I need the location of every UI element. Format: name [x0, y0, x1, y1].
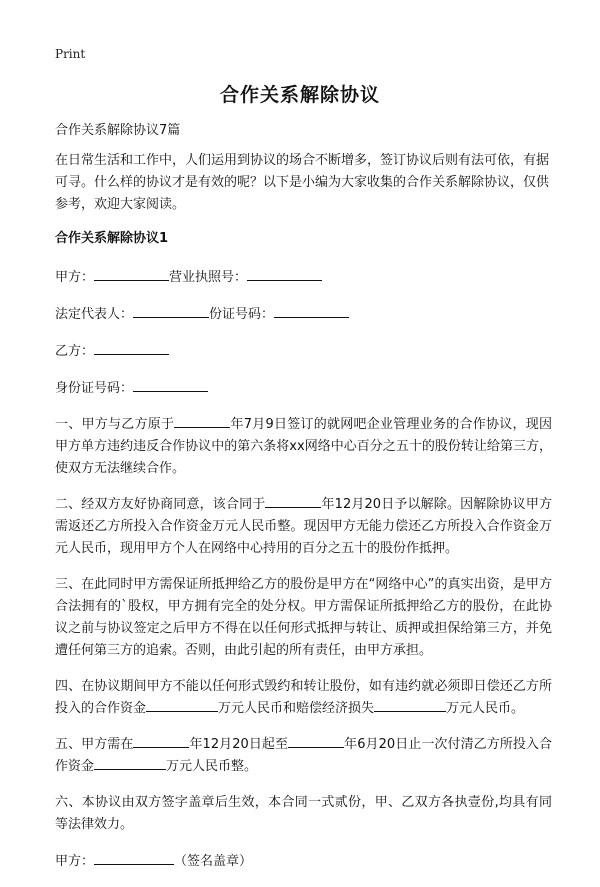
section-heading: 合作关系解除协议1: [55, 231, 169, 246]
party-b-blank: [94, 340, 169, 355]
clause-1-text-a: 一、甲方与乙方原于: [55, 417, 175, 432]
signature-line: [55, 850, 552, 873]
party-a-label: 甲方：: [55, 270, 95, 285]
clause-4: [55, 676, 552, 720]
clause-4-text-b: 万元人民币和赔偿经济损失: [218, 701, 375, 716]
clause-2-text-a: 二、经双方友好协商同意，该合同于: [55, 497, 266, 512]
clause-2-text-b: 年12月20日予以解除。因解除协议甲方需返还乙方所投入合作资金万元人民币整。现因甲方无能力偿还乙方所投入合作资金万元人民币，现用甲方个人在网络中心持用的百分之五十的股份作抵押。: [55, 497, 552, 556]
clause-4-capital-blank: [146, 699, 218, 712]
document-title: 合作关系解除协议: [219, 84, 380, 106]
id-blank: [274, 303, 349, 318]
document-subtitle: 合作关系解除协议7篇: [55, 123, 181, 138]
clause-4-text-a: 四、在协议期间甲方不能以任何形式毁约和转让股份，如有违约就必须即日偿还乙方所投入的合作资金: [55, 679, 552, 716]
clause-5-text-c: 年6月20日止一次付清乙方所投入合作资金: [55, 737, 552, 774]
clause-5-start-year-blank: [133, 735, 189, 748]
clause-1-text-b: 年7月9日签订的就网吧企业管理业务的合作协议，现因甲方单方违约违反合作协议中的第六条将xx网络中心百分之五十的股份转让给第三方，使双方无法继续合作。: [55, 417, 552, 476]
signature-label: 甲方：: [55, 854, 95, 869]
clause-5-amount-blank: [94, 757, 166, 770]
intro-paragraph: 在日常生活和工作中，人们运用到协议的场合不断增多，签订协议后则有法可依，有据可寻。什么样的协议才是有效的呢？以下是小编为大家收集的合作关系解除协议，仅供参考，欢迎大家阅读。: [55, 153, 550, 212]
legal-rep-line: [55, 303, 552, 326]
clause-1: [55, 414, 552, 480]
party-b-line: [55, 340, 552, 363]
signature-note: （签名盖章）: [174, 854, 253, 869]
legal-rep-label: 法定代表人：: [55, 307, 134, 322]
clause-4-text-c: 万元人民币。: [446, 701, 525, 716]
license-label: 营业执照号：: [169, 270, 248, 285]
document-body: [55, 120, 552, 887]
clause-5-text-a: 五、甲方需在: [55, 737, 134, 752]
clause-5-text-d: 万元人民币整。: [166, 759, 258, 774]
signature-blank: [94, 850, 174, 865]
legal-rep-blank: [133, 303, 209, 318]
clause-2-year-blank: [265, 495, 321, 508]
clause-5-text-b: 年12月20日起至: [189, 737, 289, 752]
license-blank: [247, 266, 322, 281]
party-b-label: 乙方：: [55, 344, 95, 359]
clause-5-end-year-blank: [288, 735, 344, 748]
clause-3: 三、在此同时甲方需保证所抵押给乙方的股份是甲方在“网络中心”的真实出资，是甲方合法拥有的`股权，甲方拥有完全的处分权。甲方需保证所抵押给乙方的股份，在此协议之前与协议签定之后甲方不得在以任何形式抵押与转让、质押或担保给第三方，并免遭任何第三方的追索。否则，由此引起的所有责任，由甲方承担。: [55, 577, 552, 658]
party-a-line: [55, 266, 552, 289]
id-number-label: 身份证号码：: [55, 381, 134, 396]
id-number-blank: [133, 377, 208, 392]
clause-2: [55, 494, 552, 560]
id-number-line: [55, 377, 552, 400]
clause-4-loss-blank: [374, 699, 446, 712]
clause-6: 六、本协议由双方签字盖章后生效，本合同一式贰份，甲、乙双方各执壹份,均具有同等法律效力。: [55, 795, 552, 832]
clause-5: [55, 734, 552, 778]
clause-1-year-blank: [174, 415, 230, 428]
id-label: 份证号码：: [209, 307, 275, 322]
party-a-blank: [94, 266, 169, 281]
print-link[interactable]: Print: [55, 47, 86, 61]
